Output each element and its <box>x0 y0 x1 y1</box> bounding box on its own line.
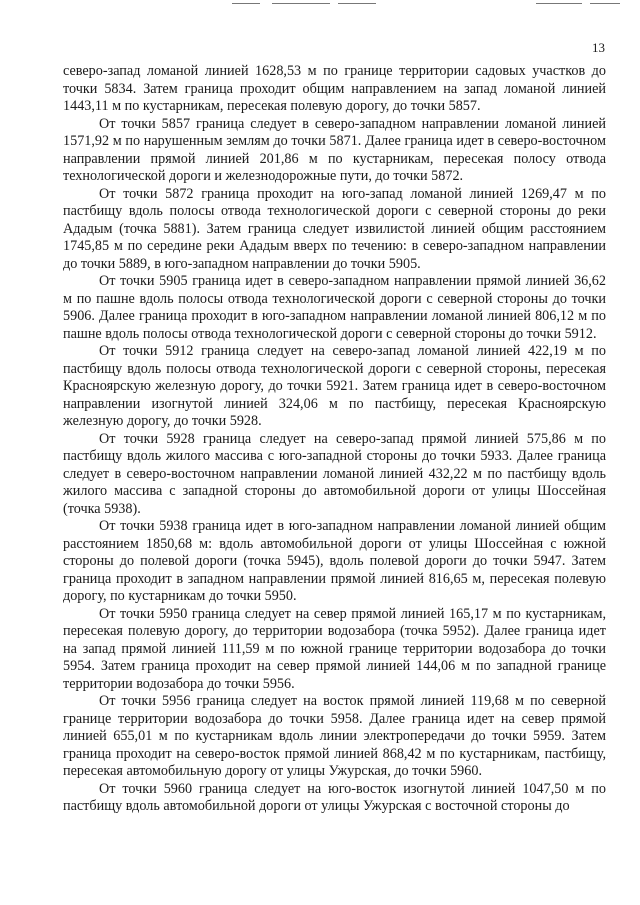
page-number: 13 <box>592 40 605 55</box>
paragraph: От точки 5857 граница следует в северо-западном направлении ломаной линией 1571,92 м по нарушенным землям до точки 5871. Далее граница идет в северо-восточном направлении прямой линией 201,86 м по кустарникам, пересекая полосу отвода технологической дороги и железнодорожные пути, до точки 5872. <box>63 115 606 184</box>
document-body <box>63 63 606 816</box>
paragraph: От точки 5872 граница проходит на юго-запад ломаной линией 1269,47 м по пастбищу вдоль полосы отвода технологической дороги с северной стороны до реки Ададым (точка 5881). Затем граница следует извилистой линией общим расстоянием 1745,85 м по середине реки Ададым вверх по течению: в северо-западном направлении до точки 5889, в юго-западном направлении до точки 5905. <box>63 185 606 272</box>
paragraph: От точки 5905 граница идет в северо-западном направлении прямой линией 36,62 м по пашне вдоль полосы отвода технологической дороги с северной стороны до точки 5906. Далее граница проходит в юго-западном направлении ломаной линией 806,12 м по пашне вдоль полосы отвода технологической дороги с северной стороны до точки 5912. <box>63 273 606 342</box>
paragraph: От точки 5956 граница следует на восток прямой линией 119,68 м по северной границе территории водозабора до точки 5958. Далее граница идет на север прямой линией 655,01 м по кустарникам вдоль линии электропередачи до точки 5959. Затем граница проходит на северо-восток прямой линией 868,42 м по кустарникам, пастбищу, пересекая автомобильную дорогу от улицы Ужурская, до точки 5960. <box>63 693 606 779</box>
paragraph: От точки 5928 граница следует на северо-запад прямой линией 575,86 м по пастбищу вдоль жилого массива с юго-западной стороны до точки 5933. Далее граница следует в северо-восточном направлении ломаной линией 432,22 м по пастбищу вдоль жилого массива с западной стороны до автомобильной дороги от улицы Шоссейная (точка 5938). <box>63 430 606 517</box>
paragraph: От точки 5912 граница следует на северо-запад ломаной линией 422,19 м по пастбищу вдоль полосы отвода технологической дороги с северной стороны, пересекая Красноярскую железную дорогу, до точки 5921. Затем граница идет в северо-восточном направлении изогнутой линией 324,06 м по пастбищу, пересекая Красноярскую железную дорогу, до точки 5928. <box>63 343 606 429</box>
paragraph: От точки 5938 граница идет в юго-западном направлении ломаной линией общим расстоянием 1850,68 м: вдоль автомобильной дороги от улицы Шоссейная с южной стороны до полевой дороги (точка 5945), вдоль полевой дороги до точки 5947. Затем граница проходит в западном направлении прямой линией 816,65 м, пересекая полевую дорогу, по кустарникам до точки 5950. <box>63 518 606 604</box>
paragraph: северо-запад ломаной линией 1628,53 м по границе территории садовых участков до точки 5834. Затем граница проходит общим направлением на запад ломаной линией 1443,11 м по кустарникам, пересекая полевую дорогу, до точки 5857. <box>63 63 606 114</box>
paragraph: От точки 5950 граница следует на север прямой линией 165,17 м по кустарникам, пересекая полевую дорогу, до территории водозабора (точка 5952). Далее граница идет на запад прямой линией 111,59 м по южной границе территории водозабора до точки 5954. Затем граница проходит на север прямой линией 144,06 м по западной границе территории водозабора до точки 5956. <box>63 605 606 692</box>
scan-artifact-top <box>0 0 640 14</box>
paragraph: От точки 5960 граница следует на юго-восток изогнутой линией 1047,50 м по пастбищу вдоль автомобильной дороги от улицы Ужурская с восточной стороны до <box>63 780 606 814</box>
